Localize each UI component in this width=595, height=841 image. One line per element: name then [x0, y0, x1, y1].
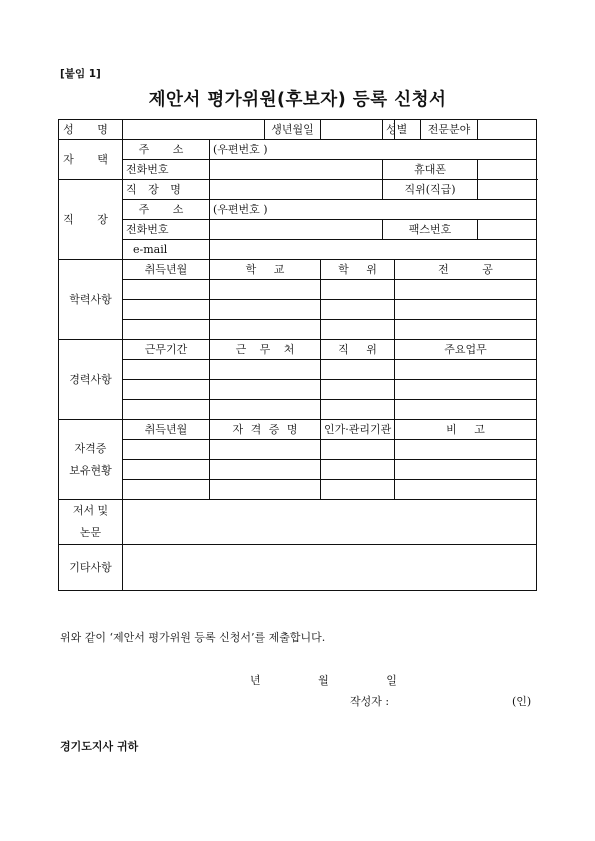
work-address-field[interactable]: (우편번호 ): [210, 200, 537, 220]
certification-header-date: 취득년월: [123, 420, 210, 440]
home-phone-field[interactable]: [210, 160, 383, 180]
company-field[interactable]: [210, 180, 383, 200]
birth-label: 생년월일: [265, 120, 321, 140]
work-phone-label: 전화번호: [123, 220, 210, 240]
certification-row: [59, 440, 537, 460]
career-header-duties: 주요업무: [395, 340, 537, 360]
email-field[interactable]: [210, 240, 537, 260]
fax-field[interactable]: [478, 220, 537, 240]
career-header-position: 직 위: [321, 340, 395, 360]
date-line: [250, 672, 427, 688]
home-mobile-field[interactable]: [478, 160, 537, 180]
birth-field[interactable]: [321, 120, 383, 140]
certification-header-note: 비 고: [395, 420, 537, 440]
other-field[interactable]: [123, 545, 537, 591]
field-label: 전문분야: [421, 120, 478, 140]
name-field[interactable]: [123, 120, 265, 140]
certification-row: [59, 480, 537, 500]
certification-row: [59, 460, 537, 480]
education-header-degree: 학 위: [321, 260, 395, 280]
certification-label-line2: 보유현황: [69, 463, 112, 477]
certification-header-name: 자 격 증 명: [210, 420, 321, 440]
name-label: 성 명: [59, 120, 123, 140]
publications-field[interactable]: [123, 500, 537, 545]
education-header-date: 취득년월: [123, 260, 210, 280]
other-label: 기타사항: [59, 545, 123, 591]
registration-form-table: [58, 119, 537, 591]
education-section-label: 학력사항: [59, 260, 123, 340]
publications-label: [59, 500, 123, 545]
email-label: e-mail: [123, 240, 210, 260]
work-phone-field[interactable]: [210, 220, 383, 240]
career-row: [59, 360, 537, 380]
home-address-field[interactable]: (우편번호 ): [210, 140, 537, 160]
career-section-label: 경력사항: [59, 340, 123, 420]
date-month-label: 월: [318, 674, 329, 687]
education-row: [59, 280, 537, 300]
education-row: [59, 320, 537, 340]
career-row: [59, 380, 537, 400]
home-address-label: 주 소: [123, 140, 210, 160]
publications-label-line1: 저서 및: [72, 504, 109, 517]
seal-label: (인): [512, 695, 532, 708]
home-mobile-label: 휴대폰: [383, 160, 478, 180]
education-header-major: 전 공: [395, 260, 537, 280]
form-title: 제안서 평가위원(후보자) 등록 신청서: [148, 90, 447, 110]
certification-header-agency: 인가·관리기관: [321, 420, 395, 440]
attachment-label: [붙임 1]: [60, 68, 101, 80]
certification-label-line1: 자격증: [74, 441, 107, 455]
home-phone-label: 전화번호: [123, 160, 210, 180]
position-field[interactable]: [478, 180, 537, 200]
date-year-label: 년: [250, 674, 261, 687]
work-section-label: 직 장: [59, 180, 123, 260]
fax-label: 팩스번호: [383, 220, 478, 240]
career-row: [59, 400, 537, 420]
education-header-school: 학 교: [210, 260, 321, 280]
name-row: [59, 120, 537, 140]
recipient-text: 경기도지사 귀하: [60, 740, 139, 753]
gender-label: 성별: [383, 120, 395, 140]
career-header-period: 근무기간: [123, 340, 210, 360]
work-address-label: 주 소: [123, 200, 210, 220]
career-header-workplace: 근 무 처: [210, 340, 321, 360]
company-label: 직 장 명: [123, 180, 210, 200]
date-day-label: 일: [386, 674, 397, 687]
field-value[interactable]: [478, 120, 537, 140]
publications-label-line2: 논문: [79, 526, 102, 539]
education-row: [59, 300, 537, 320]
declaration-text: 위와 같이 ‘제안서 평가위원 등록 신청서’를 제출합니다.: [60, 631, 326, 644]
certification-section-label: [59, 420, 123, 500]
writer-label: 작성자 :: [350, 695, 390, 708]
home-section-label: 자 택: [59, 140, 123, 180]
position-label: 직위(직급): [383, 180, 478, 200]
